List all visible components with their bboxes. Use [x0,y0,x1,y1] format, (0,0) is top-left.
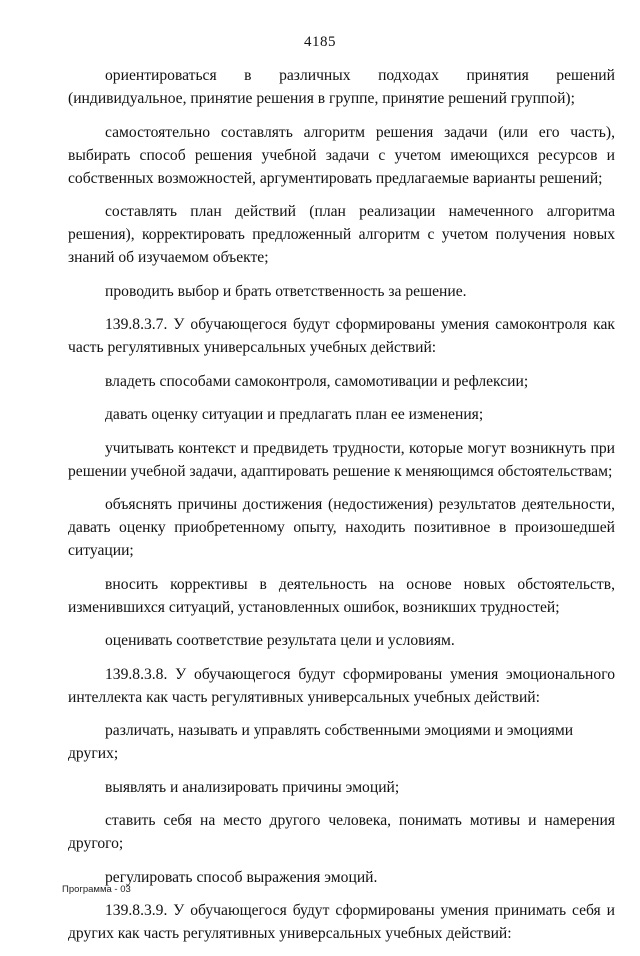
section-heading-paragraph: 139.8.3.7. У обучающегося будут сформированы умения самоконтроля как часть регулятивных универсальных учебных действий: [68,316,615,356]
section-heading-paragraph: 139.8.3.9. У обучающегося будут сформированы умения принимать себя и других как часть регулятивных универсальных учебных действий: [68,902,615,942]
paragraph: ориентироваться в различных подходах принятия решений (индивидуальное, принятие решения в группе, принятие решений группой); [68,67,615,107]
page-footer: Программа - 03 [62,884,131,895]
paragraph: давать оценку ситуации и предлагать план ее изменения; [105,406,484,423]
paragraph: выявлять и анализировать причины эмоций; [105,778,400,796]
paragraph: проводить выбор и брать ответственность за решение. [105,282,467,300]
document-body [68,64,615,956]
paragraph: вносить коррективы в деятельность на основе новых обстоятельств, изменившихся ситуаций, установленных ошибок, возникших трудностей; [68,575,615,616]
paragraph: составлять план действий (план реализации намеченного алгоритма решения), корректировать предложенный алгоритм с учетом получения новых знаний об изучаемом объекте; [68,203,615,266]
paragraph: учитывать контекст и предвидеть трудности, которые могут возникнуть при решении учебной задачи, адаптировать решение к меняющимся обстоятельствам; [68,439,615,480]
paragraph: объяснять причины достижения (недостижения) результатов деятельности, давать оценку приобретенному опыту, находить позитивное в произошедшей ситуации; [68,496,615,559]
paragraph: самостоятельно составлять алгоритм решения задачи (или его часть), выбирать способ решения учебной задачи с учетом имеющихся ресурсов и собственных возможностей, аргументировать предлагаемые варианты решений; [68,123,615,187]
paragraph: оценивать соответствие результата цели и условиям. [105,632,455,649]
page-number: 4185 [304,34,336,50]
paragraph: владеть способами самоконтроля, самомотивации и рефлексии; [105,372,529,390]
paragraph: различать, называть и управлять собственными эмоциями и эмоциями других; [68,722,574,762]
paragraph: ставить себя на место другого человека, понимать мотивы и намерения другого; [68,812,615,852]
section-heading-paragraph: 139.8.3.8. У обучающегося будут сформированы умения эмоционального интеллекта как часть регулятивных универсальных учебных действий: [68,665,615,706]
paragraph: регулировать способ выражения эмоций. [105,868,378,886]
